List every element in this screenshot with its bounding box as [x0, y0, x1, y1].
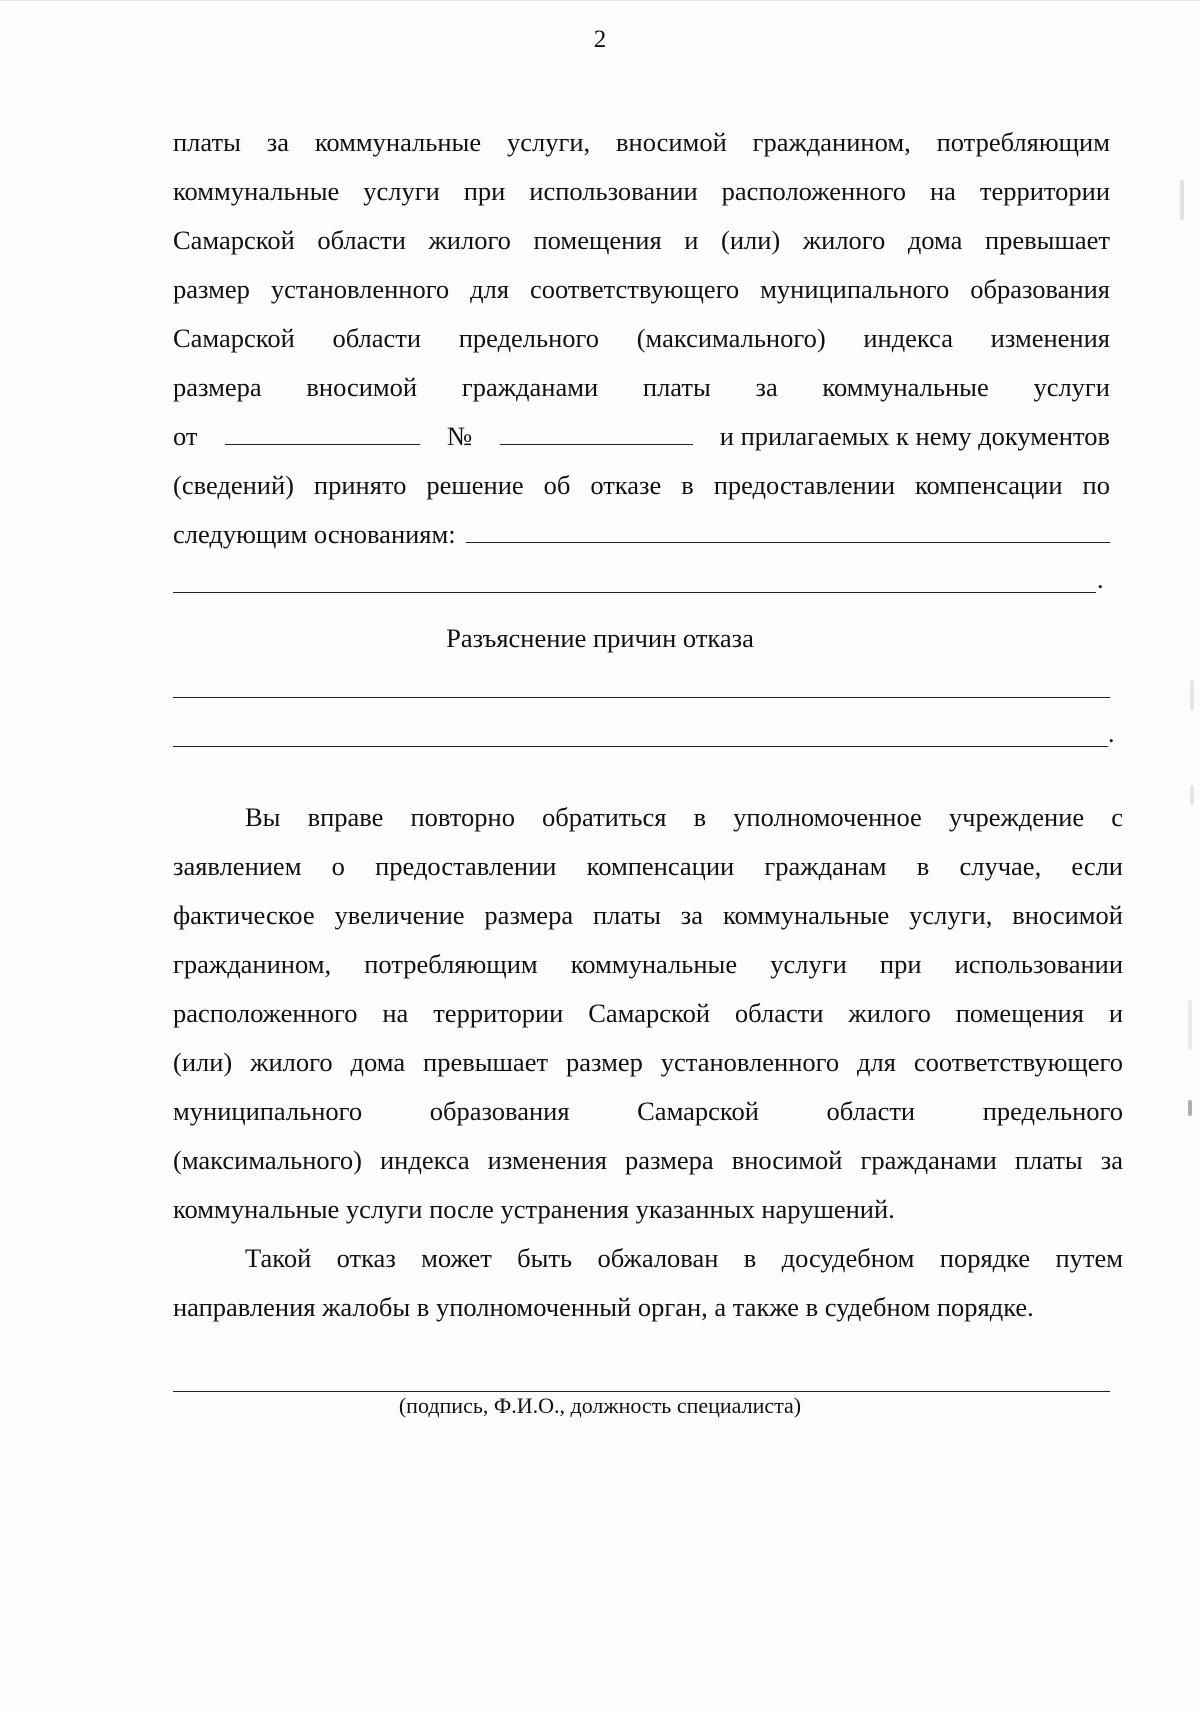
- text-line: Такой отказ может быть обжалован в досудебном порядке путем: [245, 1243, 1123, 1273]
- text-line: размер установленного для соответствующего муниципального образования: [173, 274, 1110, 304]
- text-line: Вы вправе повторно обратиться в уполномоченное учреждение с: [245, 802, 1123, 832]
- number-blank: [500, 444, 693, 445]
- reference-line: [173, 412, 1110, 461]
- scan-speck: [1188, 1000, 1192, 1050]
- paragraph-right-to-reapply: [173, 793, 1123, 1234]
- signature-caption: (подпись, Ф.И.О., должность специалиста): [398, 1393, 802, 1418]
- period-mark: .: [1108, 719, 1115, 748]
- section-heading: Разъяснение причин отказа: [446, 623, 754, 653]
- page-number: 2: [593, 26, 607, 53]
- date-blank: [225, 444, 420, 445]
- scan-edge: [0, 0, 1200, 1]
- text-line: Самарской области предельного (максимального) индекса изменения: [173, 323, 1110, 353]
- grounds-line: [173, 510, 1110, 559]
- ref-number-sign: №: [446, 421, 473, 451]
- grounds-blank: [466, 542, 1110, 543]
- text-line: фактическое увеличение размера платы за коммунальные услуги, вносимой: [173, 900, 1123, 930]
- signature-line: [173, 1391, 1110, 1392]
- text-line: коммунальные услуги после устранения указанных нарушений.: [173, 1194, 895, 1224]
- grounds-continuation-line: [173, 592, 1096, 593]
- explanation-line: [173, 697, 1110, 698]
- explanation-line: [173, 746, 1108, 747]
- text-line: направления жалобы в уполномоченный орган, а также в судебном порядке.: [173, 1292, 1034, 1322]
- text-line: размера вносимой гражданами платы за коммунальные услуги: [173, 372, 1110, 402]
- ref-tail: и прилагаемых к нему документов: [719, 421, 1110, 451]
- text-line: Самарской области жилого помещения и (или) жилого дома превышает: [173, 225, 1110, 255]
- scan-speck: [1180, 180, 1184, 220]
- text-line: коммунальные услуги при использовании расположенного на территории: [173, 176, 1110, 206]
- scan-speck: [1190, 785, 1194, 805]
- text-line: муниципального образования Самарской области предельного: [173, 1096, 1123, 1126]
- text-line: (или) жилого дома превышает размер установленного для соответствующего: [173, 1047, 1123, 1077]
- grounds-label: следующим основаниям:: [173, 519, 456, 549]
- scan-speck: [1190, 680, 1194, 710]
- text-line: расположенного на территории Самарской области жилого помещения и: [173, 998, 1123, 1028]
- text-line: платы за коммунальные услуги, вносимой гражданином, потребляющим: [173, 127, 1110, 157]
- text-line: гражданином, потребляющим коммунальные услуги при использовании: [173, 949, 1123, 979]
- text-line: (сведений) принято решение об отказе в предоставлении компенсации по: [173, 470, 1110, 500]
- text-line: (максимального) индекса изменения размера вносимой гражданами платы за: [173, 1145, 1123, 1175]
- paragraph-decision: [173, 118, 1110, 559]
- text-line: заявлением о предоставлении компенсации гражданам в случае, если: [173, 851, 1123, 881]
- period-mark: .: [1097, 565, 1104, 594]
- paragraph-appeal: [173, 1234, 1123, 1332]
- ref-from-label: от: [173, 421, 198, 451]
- scan-speck: [1188, 1100, 1192, 1116]
